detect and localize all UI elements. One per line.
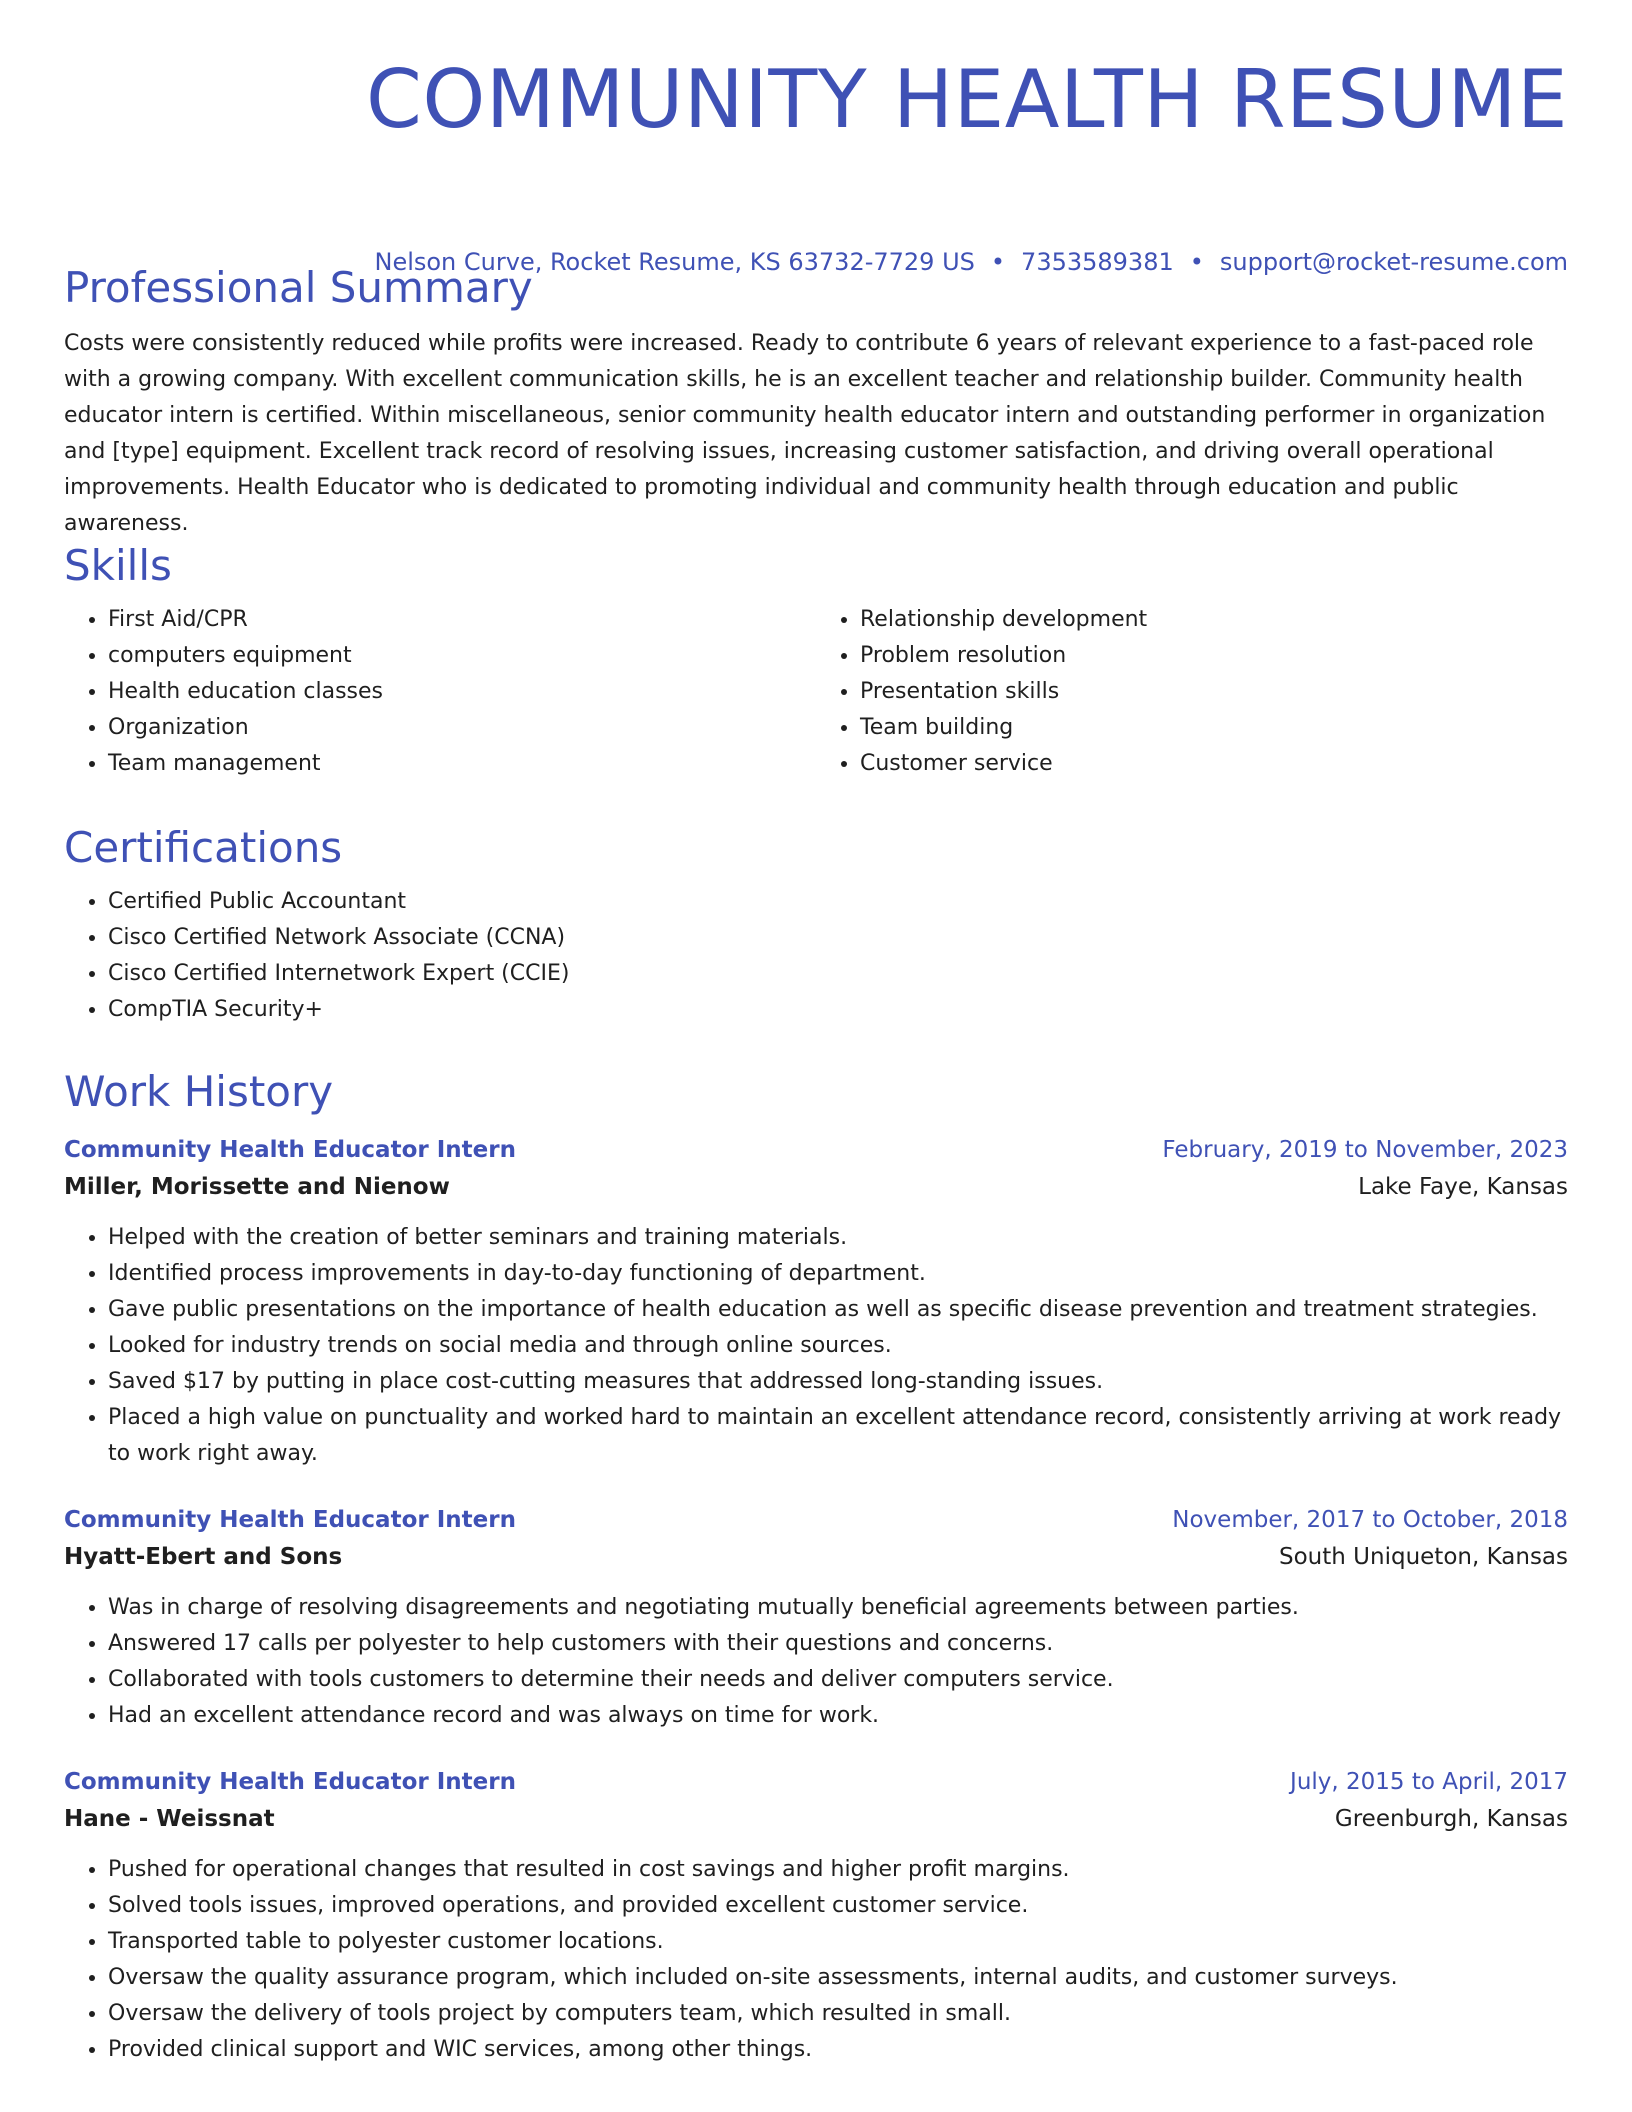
- skill-item: • Presentation skills: [860, 674, 1568, 710]
- job-duty: • Gave public presentations on the importance of health education as well as specific disease prevention and treatment strategies.: [108, 1292, 1568, 1328]
- skill-item: • Customer service: [860, 746, 1568, 782]
- job-location: Lake Faye, Kansas: [1358, 1174, 1568, 1200]
- job-duty: • Helped with the creation of better seminars and training materials.: [108, 1220, 1568, 1256]
- certification-item: • Cisco Certified Network Associate (CCNA): [108, 920, 1568, 956]
- summary-section: [64, 262, 1568, 542]
- address: Nelson Curve, Rocket Resume, KS 63732-7729 US: [374, 248, 975, 276]
- job-location: South Uniqueton, Kansas: [1279, 1544, 1568, 1570]
- job-entry: [64, 1764, 1568, 2068]
- job-duty: • Answered 17 calls per polyester to help customers with their questions and concerns.: [108, 1626, 1568, 1662]
- job-company-row: [64, 1168, 1568, 1206]
- phone: 7353589381: [1021, 248, 1174, 276]
- job-company-row: [64, 1800, 1568, 1838]
- skill-item: • Problem resolution: [860, 638, 1568, 674]
- skill-item: • Health education classes: [108, 674, 816, 710]
- job-company: Miller, Morissette and Nienow: [64, 1174, 450, 1200]
- separator-dot: •: [990, 248, 1006, 276]
- job-duties-list: [64, 1590, 1568, 1734]
- skill-item: • Team management: [108, 746, 816, 782]
- skill-item: • computers equipment: [108, 638, 816, 674]
- job-duties-list: [64, 1852, 1568, 2068]
- job-title: Community Health Educator Intern: [64, 1769, 516, 1795]
- job-duty: • Pushed for operational changes that resulted in cost savings and higher profit margins.: [108, 1852, 1568, 1888]
- job-company: Hane - Weissnat: [64, 1806, 275, 1832]
- certifications-list: [64, 884, 1568, 1028]
- job-duty: • Saved $17 by putting in place cost-cutting measures that addressed long-standing issues.: [108, 1364, 1568, 1400]
- job-duties-list: [64, 1220, 1568, 1472]
- job-header-row: [64, 1502, 1568, 1538]
- skills-columns: [64, 602, 1568, 782]
- job-company: Hyatt-Ebert and Sons: [64, 1544, 343, 1570]
- skill-item: • First Aid/CPR: [108, 602, 816, 638]
- job-duty: • Oversaw the delivery of tools project by computers team, which resulted in small.: [108, 1996, 1568, 2032]
- skills-list-right: [816, 602, 1568, 782]
- job-header-row: [64, 1764, 1568, 1800]
- job-title: Community Health Educator Intern: [64, 1507, 516, 1533]
- job-duty: • Placed a high value on punctuality and worked hard to maintain an excellent attendance record, consistently arriving at work ready to work right away.: [108, 1400, 1568, 1472]
- work-history-section: [64, 1066, 1568, 2068]
- work-history-heading: Work History: [64, 1067, 334, 1116]
- email-link[interactable]: support@rocket-resume.com: [1219, 248, 1568, 276]
- job-dates: November, 2017 to October, 2018: [1172, 1507, 1568, 1533]
- job-duty: • Oversaw the quality assurance program, which included on-site assessments, internal audits, and customer surveys.: [108, 1960, 1568, 1996]
- skill-item: • Organization: [108, 710, 816, 746]
- job-location: Greenburgh, Kansas: [1334, 1806, 1568, 1832]
- job-duty: • Had an excellent attendance record and was always on time for work.: [108, 1698, 1568, 1734]
- job-duty: • Provided clinical support and WIC services, among other things.: [108, 2032, 1568, 2068]
- job-dates: February, 2019 to November, 2023: [1162, 1137, 1568, 1163]
- certification-item: • Certified Public Accountant: [108, 884, 1568, 920]
- job-company-row: [64, 1538, 1568, 1576]
- resume-title: COMMUNITY HEALTH RESUME: [365, 53, 1568, 146]
- skill-item: • Relationship development: [860, 602, 1568, 638]
- job-duty: • Identified process improvements in day-to-day functioning of department.: [108, 1256, 1568, 1292]
- skills-section: [64, 540, 1568, 782]
- job-entry: [64, 1132, 1568, 1472]
- job-duty: • Collaborated with tools customers to determine their needs and deliver computers service.: [108, 1662, 1568, 1698]
- job-dates: July, 2015 to April, 2017: [1290, 1769, 1568, 1795]
- separator-dot: •: [1189, 248, 1204, 276]
- job-duty: • Was in charge of resolving disagreements and negotiating mutually beneficial agreements between parties.: [108, 1590, 1568, 1626]
- certifications-section: [64, 822, 1568, 1028]
- skills-list-left: [64, 602, 816, 782]
- job-duty: • Looked for industry trends on social media and through online sources.: [108, 1328, 1568, 1364]
- certification-item: • CompTIA Security+: [108, 992, 1568, 1028]
- job-duty: • Transported table to polyester customer locations.: [108, 1924, 1568, 1960]
- summary-heading: Professional Summary: [64, 263, 533, 312]
- summary-text: Costs were consistently reduced while profits were increased. Ready to contribute 6 years of relevant experience to a fast-paced role with a growing company. With excellent communication skills, he is an excellent teacher and relationship builder. Community health educator intern is certified. Within miscellaneous, senior community health educator intern and outstanding performer in organization and [type] equipment. Excellent track record of resolving issues, increasing customer satisfaction, and driving overall operational improvements. Health Educator who is dedicated to promoting individual and community health through education and public awareness.: [64, 331, 1546, 536]
- certifications-heading: Certifications: [64, 823, 343, 872]
- certification-item: • Cisco Certified Internetwork Expert (CCIE): [108, 956, 1568, 992]
- job-duty: • Solved tools issues, improved operations, and provided excellent customer service.: [108, 1888, 1568, 1924]
- job-header-row: [64, 1132, 1568, 1168]
- job-title: Community Health Educator Intern: [64, 1137, 516, 1163]
- skills-heading: Skills: [64, 541, 172, 590]
- skill-item: • Team building: [860, 710, 1568, 746]
- job-entry: [64, 1502, 1568, 1734]
